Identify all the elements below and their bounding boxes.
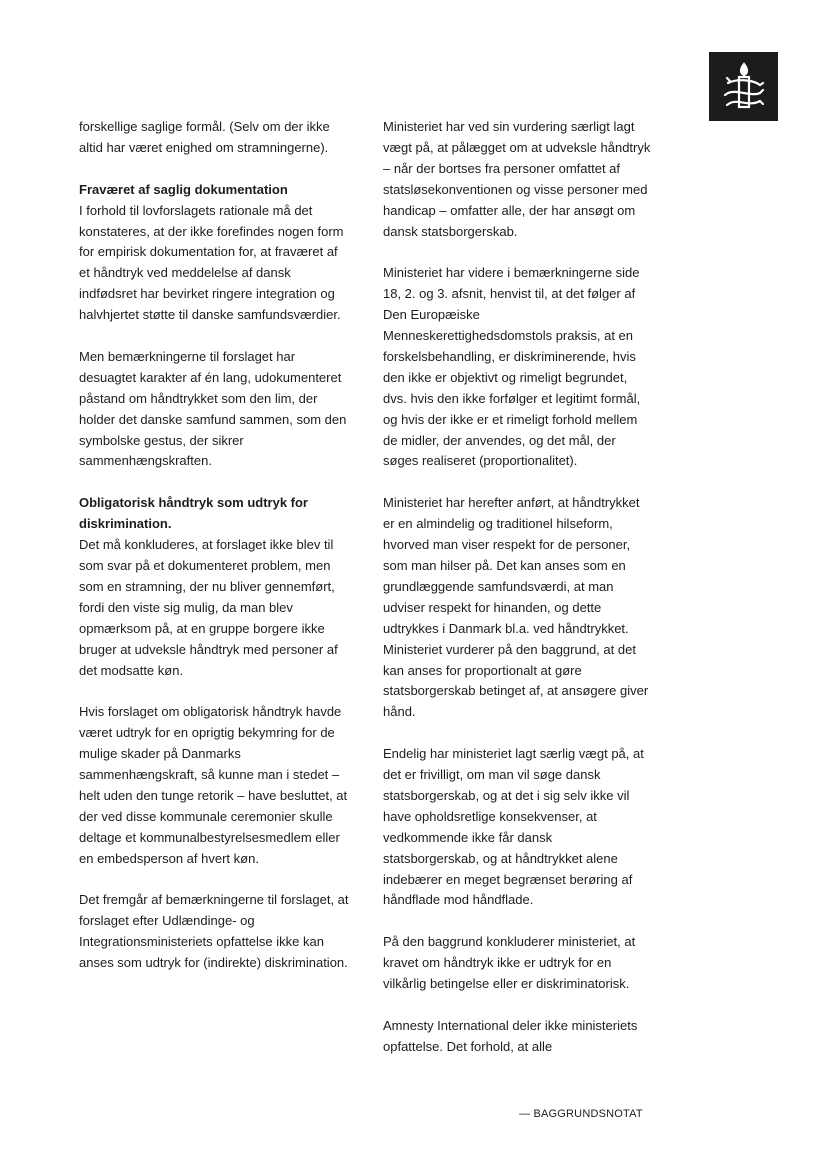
left-column bbox=[79, 117, 349, 995]
paragraph: Endelig har ministeriet lagt særlig vægt på, at det er frivilligt, om man vil søge dansk statsborgerskab, og at det i sig selv ikke vil have opholdsretlige konsekvenser, at vedkommende ikke får dansk statsborgerskab, og at håndtrykket alene indebærer en meget begrænset berøring af håndflade mod håndflade. bbox=[383, 746, 644, 908]
paragraph: Ministeriet har videre i bemærkningerne side 18, 2. og 3. afsnit, henvist til, at det følger af Den Europæiske Menneskerettighedsdomstols praksis, at en forskelsbehandling, er diskriminerende, hvis den ikke er objektivt og rimeligt begrundet, dvs. hvis den ikke forfølger et legitimt formål, og hvis der ikke er et rimeligt forhold mellem de midler, der anvendes, og det mål, der søges realiseret (proportionalitet). bbox=[383, 265, 641, 469]
paragraph: På den baggrund konkluderer ministeriet, at kravet om håndtryk ikke er udtryk for en vilkårlig betingelse eller er diskriminatorisk. bbox=[383, 934, 636, 992]
candle-icon bbox=[722, 61, 766, 113]
paragraph: Hvis forslaget om obligatorisk håndtryk havde været udtryk for en oprigtig bekymring for de mulige skader på Danmarks sammenhængskraft, så kunne man i stedet – helt uden den tunge retorik – have besluttet, at der ved disse kommunale ceremonier skulle deltage et kommunalbestyrelsesmedlem eller en embedsperson af hvert køn. bbox=[79, 704, 348, 866]
section-heading: Fraværet af saglig dokumentation bbox=[79, 181, 288, 197]
amnesty-logo bbox=[709, 52, 778, 121]
paragraph: Ministeriet har herefter anført, at håndtrykket er en almindelig og traditionel hilseform, hvorved man viser respekt for de personer, som man hilser på. Det kan anses som en grundlæggende samfundsværdi, at man udviser respekt for hinanden, og dette udtrykkes i Danmark bl.a. ved håndtrykket. Ministeriet vurderer på den baggrund, at det kan anses for proportionalt at gøre statsborgerskab betinget af, at ansøgere giver hånd. bbox=[383, 495, 649, 720]
right-column bbox=[383, 117, 651, 1079]
paragraph: forskellige saglige formål. (Selv om der ikke altid har været enighed om stramningerne). bbox=[79, 119, 330, 155]
footer-label: — BAGGRUNDSNOTAT bbox=[519, 1108, 643, 1120]
paragraph: Det fremgår af bemærkningerne til forslaget, at forslaget efter Udlændinge- og Integrationsministeriets opfattelse ikke kan anses som udtryk for (indirekte) diskrimination. bbox=[79, 892, 349, 971]
paragraph: Ministeriet har ved sin vurdering særligt lagt vægt på, at pålægget om at udveksle håndtryk – når der bortses fra personer omfattet af statsløsekonventionen og visse personer med handicap – omfatter alle, der har ansøgt om dansk statsborgerskab. bbox=[383, 119, 651, 239]
paragraph: Men bemærkningerne til forslaget har desuagtet karakter af én lang, udokumenteret påstand om håndtrykket som den lim, der holder det danske samfund sammen, som den symbolske gestus, der sikrer sammenhængskraften. bbox=[79, 348, 347, 469]
section-saglig-dokumentation bbox=[79, 180, 349, 326]
section-heading: Obligatorisk håndtryk som udtryk for diskrimination. bbox=[79, 495, 308, 532]
paragraph: Det må konkluderes, at forslaget ikke blev til som svar på et dokumenteret problem, men som en stramning, der nu bliver gennemført, fordi den viste sig mulig, da man blev opmærksom på, at en gruppe borgere ikke bruger at udveksle håndtryk med personer af det modsatte køn. bbox=[79, 537, 338, 678]
paragraph: I forhold til lovforslagets rationale må det konstateres, at der ikke forefindes nogen form for empirisk dokumentation for, at fraværet af et håndtryk ved meddelelse af dansk indfødsret har bevirket ringere integration og halvhjertet støtte til danske samfundsværdier. bbox=[79, 202, 344, 323]
paragraph: Amnesty International deler ikke ministeriets opfattelse. Det forhold, at alle bbox=[383, 1017, 638, 1054]
section-obligatorisk-haandtryk bbox=[79, 493, 349, 681]
